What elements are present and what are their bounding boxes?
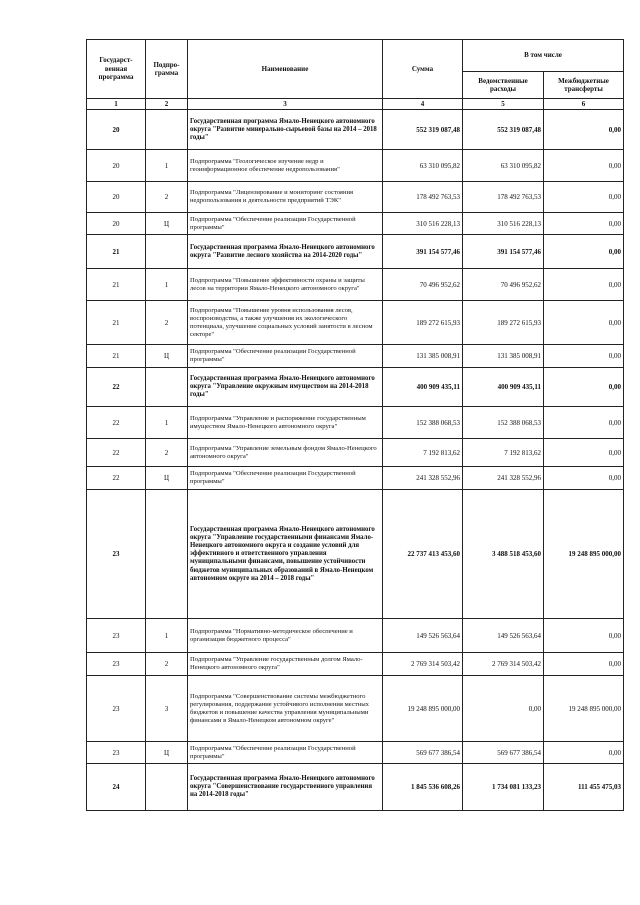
cell-dept-expenses: 7 192 813,62 bbox=[463, 439, 544, 467]
cell-name: Государственная программа Ямало-Ненецкого автономного округа "Развитие минерально-сырьевой базы на 2014 – 2018 годы" bbox=[188, 110, 383, 150]
program-row bbox=[87, 368, 624, 407]
cell-transfers: 0,00 bbox=[544, 110, 624, 150]
cell-dept-expenses: 131 385 008,91 bbox=[463, 345, 544, 368]
cell-name: Подпрограмма "Нормативно-методическое обеспечение и организация бюджетного процесса" bbox=[188, 619, 383, 653]
header-dept-expenses: Ведомственные расходы bbox=[463, 72, 544, 99]
cell-sum: 400 909 435,11 bbox=[383, 368, 463, 407]
cell-name: Подпрограмма "Управление государственным долгом Ямало-Ненецкого автономного округа" bbox=[188, 653, 383, 676]
header-transfers: Межбюджетные трансферты bbox=[544, 72, 624, 99]
cell-sum: 19 248 895 000,00 bbox=[383, 676, 463, 742]
header-index-1: 1 bbox=[87, 99, 146, 110]
subprogram-row bbox=[87, 301, 624, 345]
cell-dept-expenses: 189 272 615,93 bbox=[463, 301, 544, 345]
header-program: Государст-венная программа bbox=[87, 40, 146, 99]
cell-subprogram: 2 bbox=[146, 301, 188, 345]
header-index-2: 2 bbox=[146, 99, 188, 110]
cell-subprogram: 2 bbox=[146, 182, 188, 213]
cell-program: 23 bbox=[87, 490, 146, 619]
cell-subprogram: 2 bbox=[146, 653, 188, 676]
cell-name: Государственная программа Ямало-Ненецкого автономного округа "Совершенствование государственного управления на 2014-2018 годы" bbox=[188, 764, 383, 811]
subprogram-row bbox=[87, 439, 624, 467]
cell-subprogram: 3 bbox=[146, 676, 188, 742]
cell-dept-expenses: 178 492 763,53 bbox=[463, 182, 544, 213]
cell-sum: 569 677 386,54 bbox=[383, 742, 463, 764]
cell-dept-expenses: 2 769 314 503,42 bbox=[463, 653, 544, 676]
cell-sum: 552 319 087,48 bbox=[383, 110, 463, 150]
cell-name: Подпрограмма "Совершенствование системы межбюджетного регулирования, поддержание устойчивого исполнения местных бюджетов и повышение качества управления муниципальными финансами в Ямало-Ненецком автономном округе" bbox=[188, 676, 383, 742]
cell-transfers: 0,00 bbox=[544, 235, 624, 269]
cell-name: Подпрограмма "Обеспечение реализации Государственной программы" bbox=[188, 213, 383, 235]
cell-name: Подпрограмма "Обеспечение реализации Государственной программы" bbox=[188, 467, 383, 490]
header-name: Наименование bbox=[188, 40, 383, 99]
cell-program: 20 bbox=[87, 182, 146, 213]
program-row bbox=[87, 110, 624, 150]
cell-subprogram: Ц bbox=[146, 742, 188, 764]
cell-transfers: 0,00 bbox=[544, 269, 624, 301]
cell-transfers: 0,00 bbox=[544, 407, 624, 439]
cell-transfers: 111 455 475,03 bbox=[544, 764, 624, 811]
subprogram-row bbox=[87, 182, 624, 213]
cell-program: 24 bbox=[87, 764, 146, 811]
cell-name: Подпрограмма "Управление земельным фондом Ямало-Ненецкого автономного округа" bbox=[188, 439, 383, 467]
cell-name: Государственная программа Ямало-Ненецкого автономного округа "Развитие лесного хозяйства на 2014-2020 годы" bbox=[188, 235, 383, 269]
header-index-6: 6 bbox=[544, 99, 624, 110]
cell-sum: 189 272 615,93 bbox=[383, 301, 463, 345]
table-body bbox=[87, 110, 624, 811]
subprogram-row bbox=[87, 742, 624, 764]
cell-program: 20 bbox=[87, 150, 146, 182]
cell-sum: 63 310 095,82 bbox=[383, 150, 463, 182]
table-header bbox=[87, 40, 624, 110]
cell-program: 22 bbox=[87, 439, 146, 467]
cell-subprogram bbox=[146, 235, 188, 269]
header-subprogram: Подпро-грамма bbox=[146, 40, 188, 99]
cell-sum: 178 492 763,53 bbox=[383, 182, 463, 213]
cell-dept-expenses: 400 909 435,11 bbox=[463, 368, 544, 407]
cell-sum: 391 154 577,46 bbox=[383, 235, 463, 269]
cell-transfers: 0,00 bbox=[544, 653, 624, 676]
cell-subprogram: 1 bbox=[146, 269, 188, 301]
cell-program: 23 bbox=[87, 676, 146, 742]
subprogram-row bbox=[87, 619, 624, 653]
cell-subprogram bbox=[146, 764, 188, 811]
cell-transfers: 0,00 bbox=[544, 345, 624, 368]
cell-name: Государственная программа Ямало-Ненецкого автономного округа "Управление государственными финансами Ямало-Ненецкого автономного округа и создание условий для эффективного и ответственного управления муниципальными финансами, повышение устойчивости бюджетов муниципальных образований в Ямало-Ненецком автономном округе на 2014 – 2018 годы" bbox=[188, 490, 383, 619]
cell-sum: 152 388 068,53 bbox=[383, 407, 463, 439]
cell-subprogram: Ц bbox=[146, 467, 188, 490]
cell-subprogram bbox=[146, 490, 188, 619]
cell-name: Подпрограмма "Управление и распоряжение государственным имуществом Ямало-Ненецкого автономного округа" bbox=[188, 407, 383, 439]
cell-transfers: 0,00 bbox=[544, 439, 624, 467]
cell-dept-expenses: 552 319 087,48 bbox=[463, 110, 544, 150]
cell-transfers: 0,00 bbox=[544, 742, 624, 764]
cell-dept-expenses: 310 516 228,13 bbox=[463, 213, 544, 235]
cell-sum: 241 328 552,96 bbox=[383, 467, 463, 490]
cell-dept-expenses: 70 496 952,62 bbox=[463, 269, 544, 301]
cell-program: 23 bbox=[87, 742, 146, 764]
header-index-3: 3 bbox=[188, 99, 383, 110]
cell-program: 23 bbox=[87, 653, 146, 676]
cell-name: Подпрограмма "Повышение эффективности охраны и защиты лесов на территории Ямало-Ненецкого автономного округа" bbox=[188, 269, 383, 301]
cell-program: 22 bbox=[87, 407, 146, 439]
subprogram-row bbox=[87, 213, 624, 235]
program-row bbox=[87, 235, 624, 269]
cell-sum: 22 737 413 453,60 bbox=[383, 490, 463, 619]
cell-name: Государственная программа Ямало-Ненецкого автономного округа "Управление окружным имуществом на 2014-2018 годы" bbox=[188, 368, 383, 407]
cell-dept-expenses: 149 526 563,64 bbox=[463, 619, 544, 653]
subprogram-row bbox=[87, 676, 624, 742]
subprogram-row bbox=[87, 269, 624, 301]
program-row bbox=[87, 490, 624, 619]
cell-dept-expenses: 0,00 bbox=[463, 676, 544, 742]
header-including: В том числе bbox=[463, 40, 624, 72]
cell-sum: 131 385 008,91 bbox=[383, 345, 463, 368]
cell-sum: 1 845 536 608,26 bbox=[383, 764, 463, 811]
cell-subprogram: 1 bbox=[146, 407, 188, 439]
cell-transfers: 0,00 bbox=[544, 467, 624, 490]
cell-transfers: 19 248 895 000,00 bbox=[544, 676, 624, 742]
cell-name: Подпрограмма "Обеспечение реализации Государственной программы" bbox=[188, 742, 383, 764]
cell-transfers: 19 248 895 000,00 bbox=[544, 490, 624, 619]
cell-program: 22 bbox=[87, 368, 146, 407]
cell-dept-expenses: 391 154 577,46 bbox=[463, 235, 544, 269]
cell-name: Подпрограмма "Обеспечение реализации Государственной программы" bbox=[188, 345, 383, 368]
cell-sum: 149 526 563,64 bbox=[383, 619, 463, 653]
cell-name: Подпрограмма "Повышение уровня использования лесов, воспроизводства, а также улучшения их экологического потенциала, улучшение социальных условий занятости в лесном секторе" bbox=[188, 301, 383, 345]
subprogram-row bbox=[87, 150, 624, 182]
cell-program: 21 bbox=[87, 301, 146, 345]
header-sum: Сумма bbox=[383, 40, 463, 99]
subprogram-row bbox=[87, 653, 624, 676]
cell-dept-expenses: 63 310 095,82 bbox=[463, 150, 544, 182]
cell-subprogram: Ц bbox=[146, 213, 188, 235]
cell-dept-expenses: 241 328 552,96 bbox=[463, 467, 544, 490]
cell-transfers: 0,00 bbox=[544, 301, 624, 345]
cell-dept-expenses: 569 677 386,54 bbox=[463, 742, 544, 764]
subprogram-row bbox=[87, 407, 624, 439]
subprogram-row bbox=[87, 467, 624, 490]
cell-transfers: 0,00 bbox=[544, 213, 624, 235]
subprogram-row bbox=[87, 345, 624, 368]
cell-subprogram: 2 bbox=[146, 439, 188, 467]
cell-transfers: 0,00 bbox=[544, 368, 624, 407]
cell-subprogram: 1 bbox=[146, 150, 188, 182]
cell-transfers: 0,00 bbox=[544, 150, 624, 182]
cell-program: 23 bbox=[87, 619, 146, 653]
cell-program: 21 bbox=[87, 345, 146, 368]
cell-name: Подпрограмма "Лицензирование и мониторинг состояния недропользования и деятельности предприятий ТЭК" bbox=[188, 182, 383, 213]
cell-transfers: 0,00 bbox=[544, 182, 624, 213]
cell-program: 20 bbox=[87, 213, 146, 235]
cell-subprogram: 1 bbox=[146, 619, 188, 653]
cell-program: 22 bbox=[87, 467, 146, 490]
cell-sum: 2 769 314 503,42 bbox=[383, 653, 463, 676]
cell-program: 21 bbox=[87, 269, 146, 301]
cell-sum: 70 496 952,62 bbox=[383, 269, 463, 301]
cell-sum: 7 192 813,62 bbox=[383, 439, 463, 467]
cell-subprogram bbox=[146, 368, 188, 407]
cell-sum: 310 516 228,13 bbox=[383, 213, 463, 235]
program-row bbox=[87, 764, 624, 811]
cell-program: 21 bbox=[87, 235, 146, 269]
header-index-4: 4 bbox=[383, 99, 463, 110]
cell-subprogram bbox=[146, 110, 188, 150]
header-index-5: 5 bbox=[463, 99, 544, 110]
cell-name: Подпрограмма "Геологическое изучение недр и геоинформационное обеспечение недропользования" bbox=[188, 150, 383, 182]
cell-transfers: 0,00 bbox=[544, 619, 624, 653]
cell-subprogram: Ц bbox=[146, 345, 188, 368]
cell-dept-expenses: 1 734 081 133,23 bbox=[463, 764, 544, 811]
cell-dept-expenses: 152 388 068,53 bbox=[463, 407, 544, 439]
cell-dept-expenses: 3 488 518 453,60 bbox=[463, 490, 544, 619]
cell-program: 20 bbox=[87, 110, 146, 150]
budget-table bbox=[86, 39, 624, 811]
